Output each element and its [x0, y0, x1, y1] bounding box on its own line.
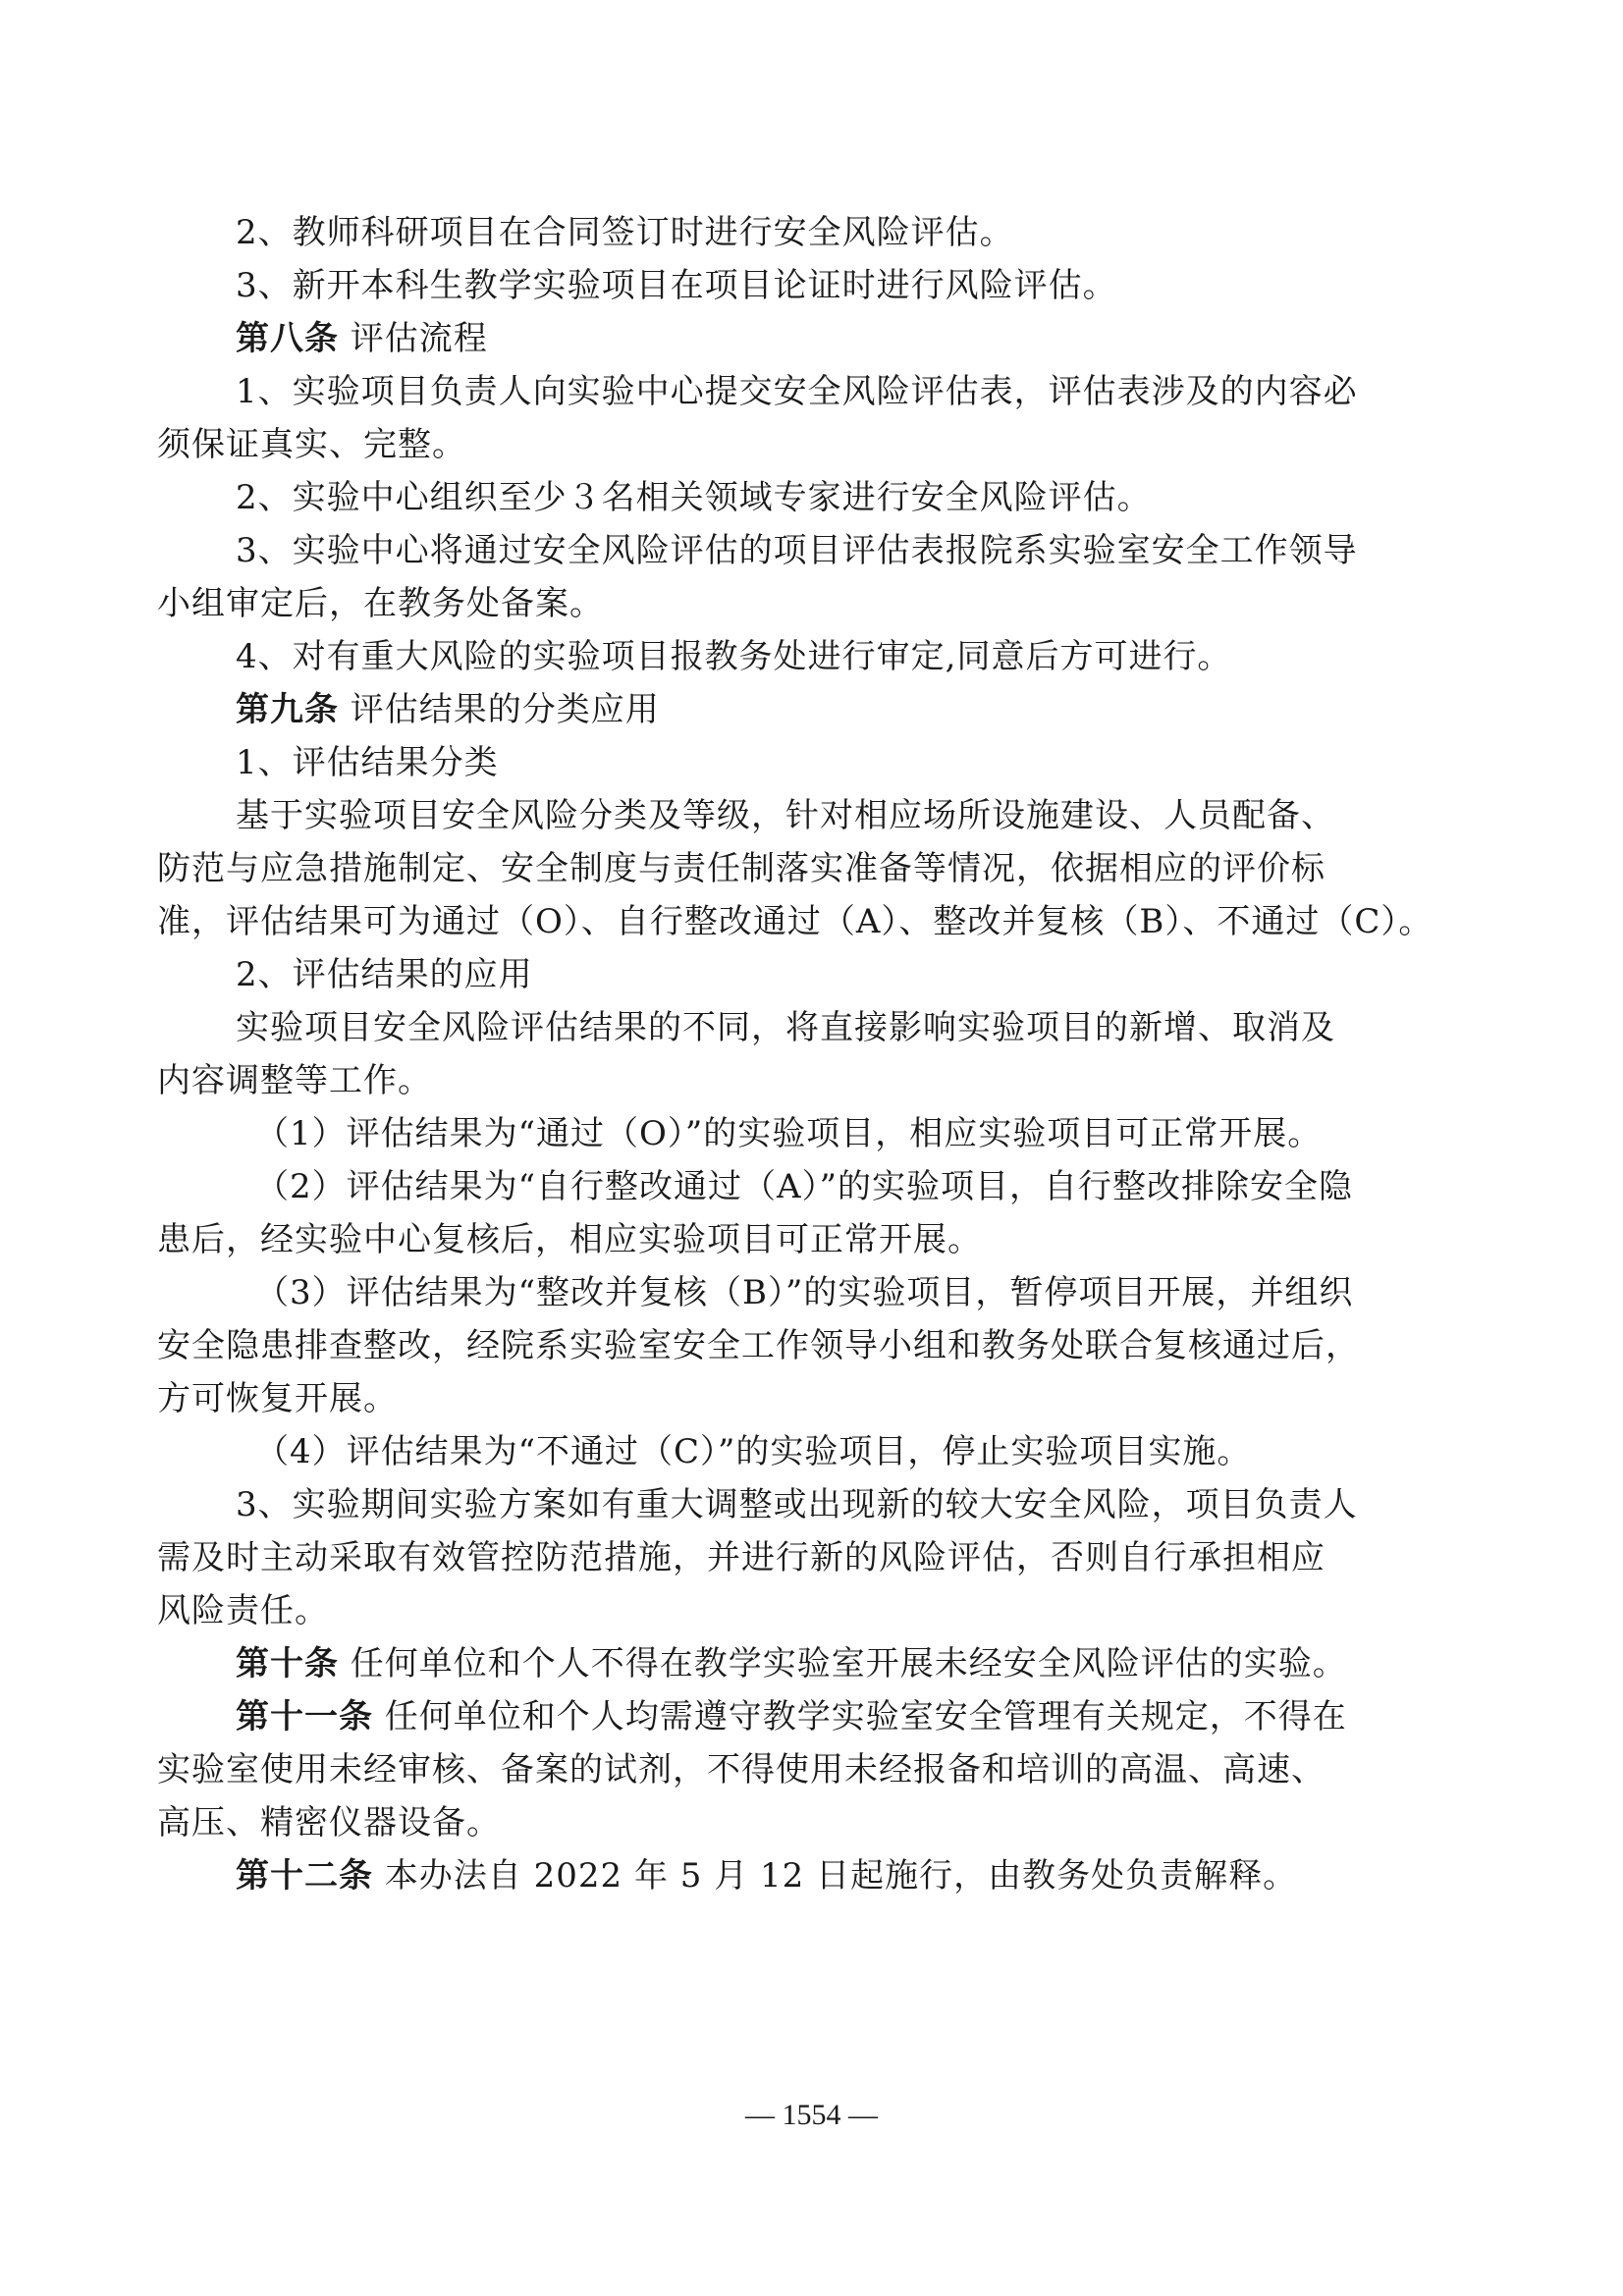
text-line: 患后，经实验中心复核后，相应实验项目可正常开展。: [157, 1220, 982, 1259]
text-line: 2、教师科研项目在合同签订时进行安全风险评估。: [236, 213, 1014, 252]
document-body: [157, 206, 1473, 1902]
text-line: 实验室使用未经审核、备案的试剂，不得使用未经报备和培训的高温、高速、: [157, 1750, 1325, 1789]
text-line: 4、对有重大风险的实验项目报教务处进行审定,同意后方可进行。: [236, 637, 1232, 676]
text-line: 高压、精密仪器设备。: [157, 1803, 501, 1842]
text-line: 方可恢复开展。: [157, 1379, 398, 1418]
text-line: 3、实验期间实验方案如有重大调整或出现新的较大安全风险，项目负责人: [236, 1485, 1358, 1524]
text-line: （4）评估结果为“不通过（C）”的实验项目，停止实验项目实施。: [255, 1432, 1252, 1471]
text-line: 3、新开本科生教学实验项目在项目论证时进行风险评估。: [236, 266, 1117, 305]
text-line: 安全隐患排查整改，经院系实验室安全工作领导小组和教务处联合复核通过后，: [157, 1326, 1360, 1365]
article-heading: 第十二条 本办法自 2022 年 5 月 12 日起施行，由教务处负责解释。: [236, 1856, 1298, 1896]
text-line: 3、实验中心将通过安全风险评估的项目评估表报院系实验室安全工作领导: [236, 531, 1358, 570]
text-line: 2、实验中心组织至少３名相关领域专家进行安全风险评估。: [236, 478, 1152, 517]
text-line: 1、评估结果分类: [236, 743, 499, 782]
article-heading: 第十一条 任何单位和个人均需遵守教学实验室安全管理有关规定，不得在: [236, 1697, 1347, 1736]
text-line: 内容调整等工作。: [157, 1061, 432, 1100]
article-heading: 第十条 任何单位和个人不得在教学实验室开展未经安全风险评估的实验。: [236, 1644, 1347, 1683]
text-line: 2、评估结果的应用: [236, 955, 533, 994]
page-number: — 1554 —: [745, 2099, 878, 2131]
text-line: 准，评估结果可为通过（O）、自行整改通过（A）、整改并复核（B）、不通过（C）。: [157, 902, 1434, 941]
text-line: 需及时主动采取有效管控防范措施，并进行新的风险评估，否则自行承担相应: [157, 1538, 1325, 1577]
text-line: （1）评估结果为“通过（O）”的实验项目，相应实验项目可正常开展。: [255, 1114, 1323, 1153]
text-line: 小组审定后，在教务处备案。: [157, 584, 604, 623]
text-line: 1、实验项目负责人向实验中心提交安全风险评估表，评估表涉及的内容必: [236, 372, 1358, 411]
text-line: 防范与应急措施制定、安全制度与责任制落实准备等情况，依据相应的评价标: [157, 849, 1325, 888]
article-heading: 第八条 评估流程: [236, 319, 488, 358]
article-heading: 第九条 评估结果的分类应用: [236, 690, 660, 729]
text-line: 实验项目安全风险评估结果的不同，将直接影响实验项目的新增、取消及: [236, 1008, 1335, 1047]
text-line: 基于实验项目安全风险分类及等级，针对相应场所设施建设、人员配备、: [236, 796, 1335, 835]
text-line: 风险责任。: [157, 1591, 329, 1630]
text-line: 须保证真实、完整。: [157, 425, 466, 464]
text-line: （3）评估结果为“整改并复核（B）”的实验项目，暂停项目开展，并组织: [255, 1273, 1354, 1312]
text-line: （2）评估结果为“自行整改通过（A）”的实验项目，自行整改排除安全隐: [255, 1167, 1353, 1206]
